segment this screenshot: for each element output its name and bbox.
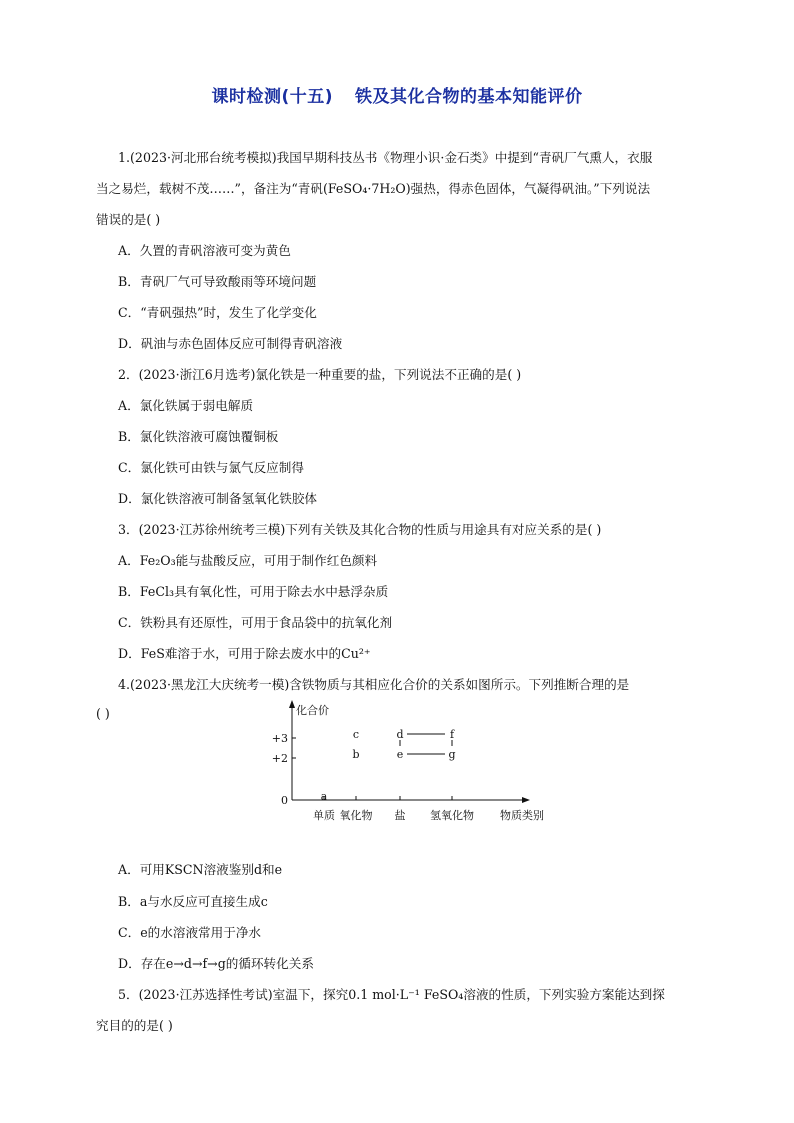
page-title (0, 82, 794, 107)
q4-option-c: C．e的水溶液常用于净水 (118, 925, 262, 940)
x-axis-label: 物质类别 (500, 809, 544, 822)
q4-stem: 4.(2023·黑龙江大庆统考一模)含铁物质与其相应化合价的关系如图所示。下列推断合理的是 (118, 677, 630, 692)
y-tick-label: +3 (271, 732, 288, 745)
y-axis-label: 化合价 (296, 704, 329, 717)
q3-stem: 3．(2023·江苏徐州统考三模)下列有关铁及其化合物的性质与用途具有对应关系的是( ) (118, 522, 602, 537)
title-left: 课时检测(十五) (211, 87, 334, 107)
point-label-d: d (396, 728, 404, 741)
point-label-a: a (320, 790, 328, 803)
q3-option-b: B．FeCl₃具有氧化性，可用于除去水中悬浮杂质 (118, 584, 389, 599)
point-label-e: e (396, 748, 404, 761)
q5-stem-line-1: 5．(2023·江苏选择性考试)室温下，探究0.1 mol·L⁻¹ FeSO₄溶液的性质，下列实验方案能达到探 (118, 987, 665, 1002)
point-label-b: b (352, 748, 360, 761)
q5-stem-line-2: 究目的的是( ) (96, 1018, 173, 1033)
q1-stem-line-2: 当之易烂，载树不茂……”，备注为“青矾(FeSO₄·7H₂O)强热，得赤色固体，气凝得矾油。”下列说法 (96, 181, 651, 196)
q2-option-d: D．氯化铁溶液可制备氢氧化铁胶体 (118, 491, 318, 506)
q3-option-d: D．FeS难溶于水，可用于除去废水中的Cu²⁺ (118, 646, 371, 661)
title-right: 铁及其化合物的基本知能评价 (355, 87, 583, 107)
x-tick-label: 单质 (313, 809, 335, 822)
q2-option-b: B．氯化铁溶液可腐蚀覆铜板 (118, 429, 279, 444)
q3-option-c: C．铁粉具有还原性，可用于食品袋中的抗氧化剂 (118, 615, 393, 630)
point-label-g: g (448, 748, 456, 761)
q2-stem: 2．(2023·浙江6月选考)氯化铁是一种重要的盐，下列说法不正确的是( ) (118, 367, 522, 382)
q1-option-b: B．青矾厂气可导致酸雨等环境问题 (118, 274, 317, 289)
x-axis-arrow (522, 797, 530, 803)
y-axis-arrow (289, 700, 295, 708)
x-tick-label: 氧化物 (339, 809, 373, 822)
q4-option-a: A．可用KSCN溶液鉴别d和e (118, 862, 283, 877)
valence-chart (260, 696, 560, 826)
x-tick-label: 氢氧化物 (430, 809, 474, 822)
q3-option-a: A．Fe₂O₃能与盐酸反应，可用于制作红色颜料 (118, 553, 378, 568)
q1-stem-line-3: 错误的是( ) (96, 212, 161, 227)
q4-option-d: D．存在e→d→f→g的循环转化关系 (118, 956, 314, 971)
q4-option-b: B．a与水反应可直接生成c (118, 894, 268, 909)
q1-option-c: C．“青矾强热”时，发生了化学变化 (118, 305, 317, 320)
q4-paren: ( ) (96, 706, 110, 721)
q2-option-c: C．氯化铁可由铁与氯气反应制得 (118, 460, 304, 475)
point-label-c: c (352, 728, 360, 741)
q1-stem-line-1: 1.(2023·河北邢台统考模拟)我国早期科技丛书《物理小识·金石类》中提到“青矾厂气熏人，衣服 (118, 150, 653, 165)
point-label-f: f (449, 728, 455, 741)
q1-option-a: A．久置的青矾溶液可变为黄色 (118, 243, 291, 258)
y-tick-label: 0 (281, 794, 288, 807)
y-tick-label: +2 (271, 752, 288, 765)
x-tick-label: 盐 (394, 809, 406, 822)
q2-option-a: A．氯化铁属于弱电解质 (118, 398, 254, 413)
q1-option-d: D．矾油与赤色固体反应可制得青矾溶液 (118, 336, 343, 351)
